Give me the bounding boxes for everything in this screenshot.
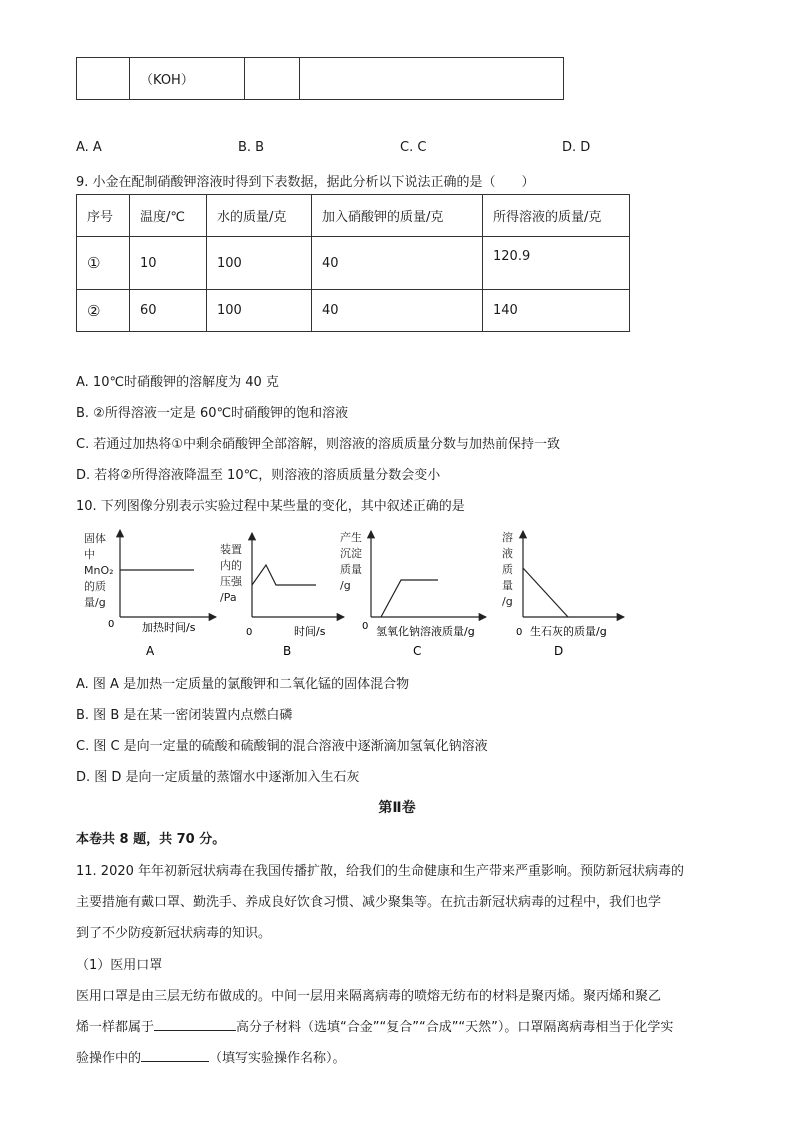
q10-stem: 10. 下列图像分别表示实验过程中某些量的变化，其中叙述正确的是	[76, 499, 465, 514]
top-table-cell: （KOH）	[130, 58, 245, 100]
option-d: D. D	[562, 140, 591, 155]
q9-header: 温度/℃	[130, 195, 207, 237]
graph-d-xlabel: 生石灰的质量/g	[530, 625, 607, 638]
q9-header: 所得溶液的质量/克	[483, 195, 630, 237]
q11-p3-before: 验操作中的	[76, 1051, 142, 1066]
q9-cell: 40	[312, 237, 483, 290]
q9-stem: 9. 小金在配制硝酸钾溶液时得到下表数据，据此分析以下说法正确的是（ ）	[76, 175, 535, 190]
graph-a-xlabel: 加热时间/s	[142, 621, 196, 634]
q11-line-3: 到了不少防疫新冠状病毒的知识。	[76, 926, 272, 941]
q10-option-a: A. 图 A 是加热一定质量的氯酸钾和二氧化锰的固体混合物	[76, 677, 410, 692]
graph-b-curve	[252, 565, 316, 585]
graph-d	[502, 530, 624, 658]
q9-header: 序号	[77, 195, 130, 237]
graph-b-xlabel: 时间/s	[294, 625, 326, 638]
top-table-cell	[77, 58, 130, 100]
top-table-cell	[300, 58, 564, 100]
answer-blank-2[interactable]	[141, 1047, 209, 1062]
q11-p3-after: （填写实验操作名称）。	[209, 1051, 346, 1066]
q11-paragraph-2	[76, 1016, 673, 1035]
q9-option-b: B. ②所得溶液一定是 60℃时硝酸钾的饱和溶液	[76, 406, 349, 421]
q11-sub-heading: （1）医用口罩	[76, 958, 163, 973]
q11-paragraph-3	[76, 1047, 346, 1066]
q9-cell: 120.9	[483, 237, 630, 290]
top-table	[76, 57, 564, 100]
q9-cell: 10	[130, 237, 207, 290]
q10-option-b: B. 图 B 是在某一密闭装置内点燃白磷	[76, 708, 293, 723]
graph-c-xlabel: 氢氧化钠溶液质量/g	[376, 625, 475, 638]
q9-cell: 140	[483, 290, 630, 332]
q9-cell: ②	[77, 290, 130, 332]
graph-a-ylabel: 固体 中 MnO₂ 的质 量/g	[84, 532, 114, 609]
q11-line-2: 主要措施有戴口罩、勤洗手、养成良好饮食习惯、减少聚集等。在抗击新冠状病毒的过程中，我们也学	[76, 895, 662, 910]
q11-p2-after: 高分子材料（选填“合金”“复合”“合成”“天然”）。口罩隔离病毒相当于化学实	[236, 1020, 674, 1035]
q9-cell: 100	[207, 290, 312, 332]
q10-graphs	[76, 525, 636, 660]
graph-b-caption: B	[283, 644, 292, 658]
graph-d-ylabel: 溶 液 质 量 /g	[502, 531, 513, 608]
top-table-cell	[245, 58, 300, 100]
graph-c-curve	[381, 580, 438, 617]
q9-header: 加入硝酸钾的质量/克	[312, 195, 483, 237]
graph-a	[84, 530, 216, 658]
q9-cell: 60	[130, 290, 207, 332]
option-b: B. B	[238, 140, 265, 155]
q11-p2-before: 烯一样都属于	[76, 1020, 155, 1035]
section-title: 第Ⅱ卷	[378, 800, 416, 816]
graph-c	[340, 530, 486, 658]
option-c: C. C	[400, 140, 427, 155]
graph-c-caption: C	[413, 644, 422, 658]
graph-a-origin: 0	[108, 619, 115, 630]
graph-b-ylabel: 装置 内的 压强 /Pa	[220, 543, 242, 604]
graph-d-origin: 0	[516, 627, 523, 638]
graph-d-curve	[523, 568, 568, 617]
answer-blank-1[interactable]	[154, 1016, 236, 1031]
graph-a-caption: A	[146, 644, 155, 658]
q9-option-c: C. 若通过加热将①中剩余硝酸钾全部溶解，则溶液的溶质质量分数与加热前保持一致	[76, 437, 560, 452]
graph-c-origin: 0	[362, 621, 369, 632]
section-note: 本卷共 8 题，共 70 分。	[76, 832, 226, 847]
option-a: A. A	[76, 140, 102, 155]
q9-table	[76, 194, 630, 332]
graph-b	[220, 533, 344, 658]
q10-option-c: C. 图 C 是向一定量的硫酸和硫酸铜的混合溶液中逐渐滴加氢氧化钠溶液	[76, 739, 488, 754]
graph-d-caption: D	[554, 644, 564, 658]
q9-option-d: D. 若将②所得溶液降温至 10℃，则溶液的溶质质量分数会变小	[76, 468, 441, 483]
q9-cell: 40	[312, 290, 483, 332]
q11-line-1: 11. 2020 年年初新冠状病毒在我国传播扩散，给我们的生命健康和生产带来严重影响。预防新冠状病毒的	[76, 864, 685, 879]
q9-header: 水的质量/克	[207, 195, 312, 237]
graph-c-ylabel: 产生 沉淀 质量 /g	[340, 531, 362, 592]
q10-option-d: D. 图 D 是向一定质量的蒸馏水中逐渐加入生石灰	[76, 770, 360, 785]
q9-cell: 100	[207, 237, 312, 290]
q9-cell: ①	[77, 237, 130, 290]
q9-option-a: A. 10℃时硝酸钾的溶解度为 40 克	[76, 375, 279, 390]
q11-paragraph-1: 医用口罩是由三层无纺布做成的。中间一层用来隔离病毒的喷熔无纺布的材料是聚丙烯。聚丙烯和聚乙	[76, 989, 662, 1004]
graph-b-origin: 0	[246, 627, 253, 638]
